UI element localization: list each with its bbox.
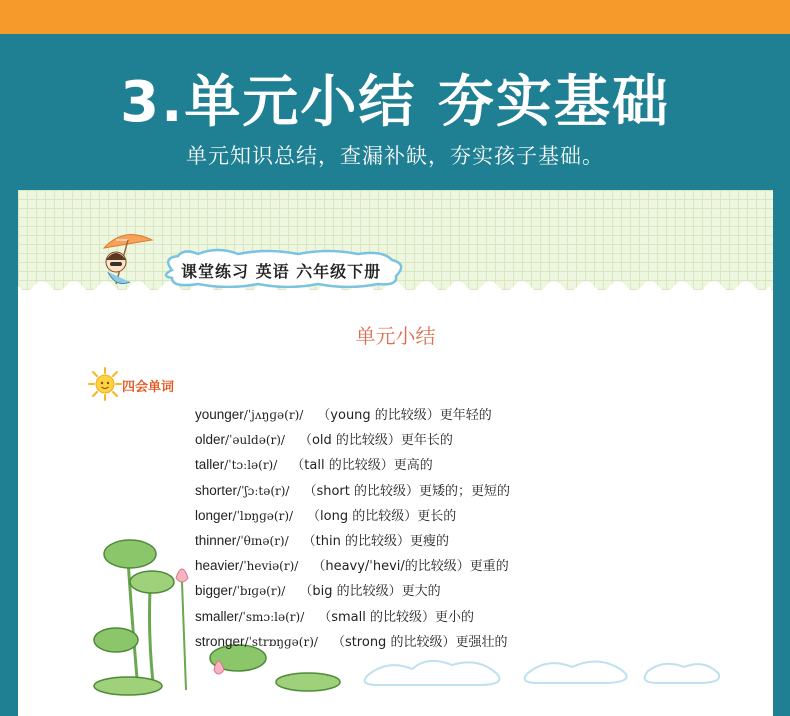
vocab-phonetic: /ˈθɪnə(r)/ [236,533,289,548]
vocab-meaning: （young 的比较级）更年轻的 [317,408,492,423]
vocab-meaning: （short 的比较级）更矮的；更短的 [303,483,511,499]
vocab-item [195,604,510,629]
vocab-word: older [195,432,226,448]
vocab-item [195,528,510,553]
book-page [18,190,773,716]
vocab-meaning: （strong 的比较级）更强壮的 [331,634,508,650]
vocab-item [195,553,510,578]
vocab-meaning: （heavy/ˈhevi/的比较级）更重的 [312,559,509,575]
vocab-word: thinner [195,532,237,548]
vocab-item [195,427,510,452]
vocab-meaning: （small 的比较级）更小的 [318,609,475,625]
vocab-word: younger [195,407,244,422]
page-subtitle: 单元知识总结，查漏补缺，夯实孩子基础。 [186,144,604,168]
book-series-label: 课堂练习 英语 六年级下册 [181,262,382,281]
vocab-meaning: （old 的比较级）更年长的 [298,433,453,449]
vocab-word: taller [195,457,225,473]
page-title: 3.单元小结 夯实基础 [120,70,670,135]
vocab-word: shorter [195,482,238,498]
vocab-word: longer [195,507,233,523]
vocab-meaning: （tall 的比较级）更高的 [291,458,433,474]
vocab-item [195,503,510,528]
section-title: 单元小结 [355,324,436,348]
vocab-item [195,578,510,603]
vocab-item [195,629,510,654]
top-accent-bar [0,0,790,34]
vocab-item [195,478,510,503]
vocab-list [195,402,510,654]
vocab-phonetic: /ˈəuldə(r)/ [225,433,285,448]
vocab-subtitle: 四会单词 [122,380,175,395]
vocab-phonetic: /ˈtɔːlə(r)/ [224,458,278,473]
vocab-phonetic: /ˈstrɒŋɡə(r)/ [244,634,318,649]
vocab-phonetic: /ˈheviə(r)/ [239,559,299,574]
vocab-phonetic: /ˈjʌŋɡə(r)/ [243,408,304,422]
vocab-word: smaller [195,608,239,624]
girl-umbrella-icon [86,226,166,290]
vocab-word: stronger [195,633,245,649]
vocab-phonetic: /ˈʃɔːtə(r)/ [237,483,290,498]
vocab-item [195,402,510,427]
vocab-meaning: （big 的比较级）更大的 [299,584,441,600]
vocab-meaning: （thin 的比较级）更瘦的 [302,533,449,549]
vocab-phonetic: /ˈbɪɡə(r)/ [232,584,286,599]
vocab-meaning: （long 的比较级）更长的 [307,508,457,524]
sun-icon [88,367,122,401]
vocab-item [195,452,510,477]
vocab-phonetic: /ˈlɒŋɡə(r)/ [232,508,294,523]
vocab-word: heavier [195,558,240,574]
vocab-phonetic: /ˈsmɔːlə(r)/ [238,609,305,624]
vocab-word: bigger [195,583,233,599]
